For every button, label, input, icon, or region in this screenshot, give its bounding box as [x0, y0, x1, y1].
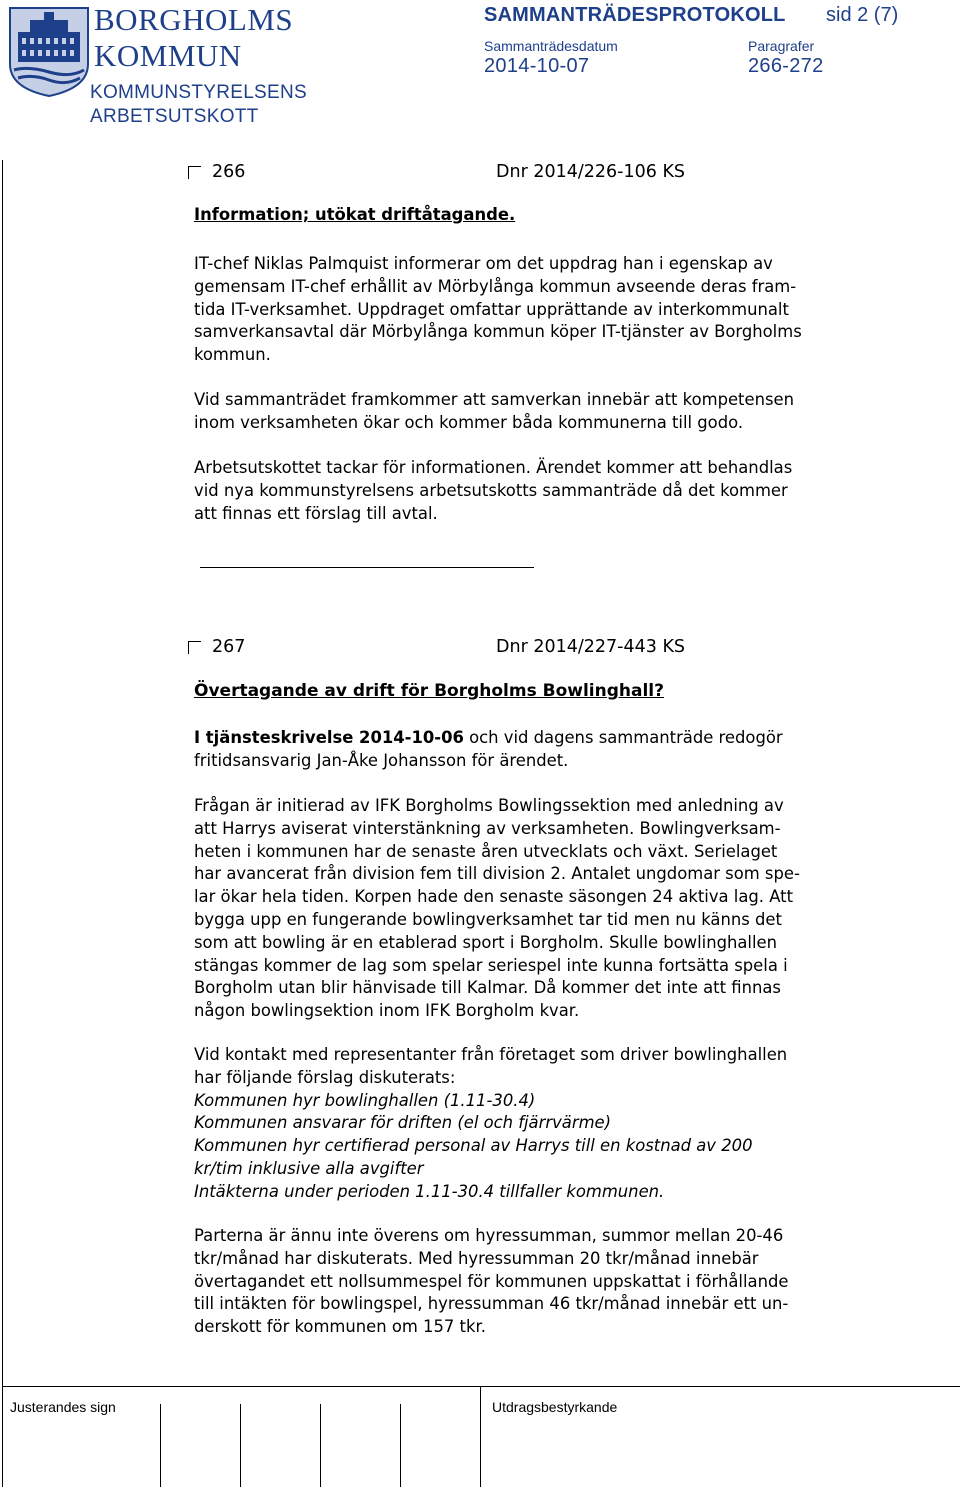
item-267-paragraph-1 [194, 727, 914, 773]
text-fragment: och vid dagens sammanträde redogör [463, 728, 783, 747]
text-line [194, 727, 914, 750]
text-line: Frågan är initierad av IFK Borgholms Bowlingssektion med anledning av [194, 796, 784, 815]
text-line: kommun. [194, 345, 271, 365]
paragraphs-label: Paragrafer [748, 38, 815, 54]
item-267-paragraph-4 [194, 1225, 914, 1339]
text-line: gemensam IT-chef erhållit av Mörbylånga kommun avseende deras fram- [194, 276, 797, 296]
text-line: tida IT-verksamhet. Uppdraget omfattar upprättande av interkommunalt [194, 299, 789, 319]
text-line: inom verksamheten ökar och kommer båda kommunerna till godo. [194, 412, 744, 432]
item-266-dnr: Dnr 2014/226-106 KS [496, 162, 686, 182]
unit-name-line-2: ARBETSUTSKOTT [90, 106, 259, 127]
signature-box-divider [240, 1404, 241, 1487]
text-line: lar ökar hela tiden. Korpen hade den senaste säsongen 24 aktiva lag. Att [194, 887, 794, 907]
text-line: Arbetsutskottet tackar för informationen. Ärendet kommer att behandlas [194, 458, 793, 477]
signature-box-divider [320, 1404, 321, 1487]
section-separator [200, 567, 534, 568]
text-line: heten i kommunen har de senaste åren utvecklats och växt. Serielaget [194, 841, 778, 861]
text-line: att Harrys aviserat vinterstänkning av verksamheten. Bowlingverksam- [194, 818, 781, 838]
text-line: vid nya kommunstyrelsens arbetsutskotts sammanträde då det kommer [194, 480, 788, 500]
text-line: någon bowlingsektion inom IFK Borgholm kvar. [194, 1001, 580, 1021]
footer-column-divider [480, 1386, 481, 1487]
proposal-line: kr/tim inklusive alla avgifter [194, 1158, 424, 1178]
proposal-line: Intäkterna under perioden 1.11-30.4 tillfaller kommunen. [194, 1181, 665, 1201]
text-line: Borgholm utan blir hänvisade till Kalmar. Då kommer det inte att finnas [194, 978, 781, 998]
item-266-number: 266 [212, 162, 246, 182]
text-line: Vid kontakt med representanter från företaget som driver bowlinghallen [194, 1045, 788, 1064]
item-267-paragraph-2 [194, 795, 914, 1023]
text-line: Parterna är ännu inte överens om hyressumman, summor mellan 20-46 [194, 1226, 784, 1245]
signature-label: Justerandes sign [10, 1399, 116, 1415]
signature-box-divider [400, 1404, 401, 1487]
proposal-line: Kommunen hyr bowlinghallen (1.11-30.4) [194, 1090, 536, 1110]
paragraph-marker [188, 166, 201, 179]
text-line: som att bowling är en etablerad sport i Borgholm. Skulle bowlinghallen [194, 932, 777, 952]
text-line: Vid sammanträdet framkommer att samverkan innebär att kompetensen [194, 390, 794, 409]
footer-divider [2, 1386, 960, 1387]
unit-name-line-1: KOMMUNSTYRELSENS [90, 82, 308, 103]
text-line: stängas kommer de lag som spelar seriespel inte kunna fortsätta spela i [194, 955, 788, 975]
text-line: derskott för kommunen om 157 tkr. [194, 1317, 486, 1337]
proposal-line: Kommunen hyr certifierad personal av Harrys till en kostnad av 200 [194, 1136, 753, 1156]
page-indicator: sid 2 (7) [826, 4, 899, 26]
document-title: SAMMANTRÄDESPROTOKOLL [484, 4, 786, 26]
left-frame-line [2, 160, 3, 1487]
text-line: fritidsansvarig Jan-Åke Johansson för ärendet. [194, 750, 569, 770]
text-line: tkr/månad har diskuterats. Med hyressumman 20 tkr/månad innebär [194, 1248, 759, 1268]
paragraph-marker [188, 641, 201, 654]
text-line: till intäkten för bowlingspel, hyressumman 46 tkr/månad innebär ett un- [194, 1294, 789, 1314]
paragraphs-value: 266-272 [748, 55, 824, 77]
reference-document: I tjänsteskrivelse 2014-10-06 [194, 728, 464, 747]
item-266-title: Information; utökat driftåtagande. [194, 205, 516, 224]
item-266-paragraph-3 [194, 457, 914, 525]
certification-label: Utdragsbestyrkande [492, 1399, 618, 1415]
item-266-paragraph-2 [194, 389, 914, 435]
item-267-title: Övertagande av drift för Borgholms Bowlinghall? [194, 681, 664, 701]
text-line: har avancerat från division fem till division 2. Antalet ungdomar som spe- [194, 864, 800, 884]
text-line: har följande förslag diskuterats: [194, 1067, 456, 1087]
item-267-number: 267 [212, 637, 246, 657]
signature-box-divider [160, 1404, 161, 1487]
item-267-dnr: Dnr 2014/227-443 KS [496, 637, 686, 657]
org-name-line-2: KOMMUN [94, 38, 242, 73]
meeting-date-value: 2014-10-07 [484, 55, 590, 77]
item-266-paragraph-1 [194, 253, 914, 367]
item-267-paragraph-3 [194, 1044, 914, 1204]
text-line: samverkansavtal där Mörbylånga kommun köper IT-tjänster av Borgholms [194, 322, 802, 342]
text-line: övertagandet ett nollsummespel för kommunen uppskattat i förhållande [194, 1271, 789, 1291]
text-line: att finnas ett förslag till avtal. [194, 503, 438, 523]
org-name-line-1: BORGHOLMS [94, 2, 294, 37]
proposal-line: Kommunen ansvarar för driften (el och fjärrvärme) [194, 1113, 612, 1133]
text-line: IT-chef Niklas Palmquist informerar om det uppdrag han i egenskap av [194, 254, 773, 273]
meeting-date-label: Sammanträdesdatum [484, 38, 618, 54]
text-line: bygga upp en fungerande bowlingverksamhet tar tid men nu känns det [194, 909, 782, 929]
municipality-logo [8, 6, 90, 98]
